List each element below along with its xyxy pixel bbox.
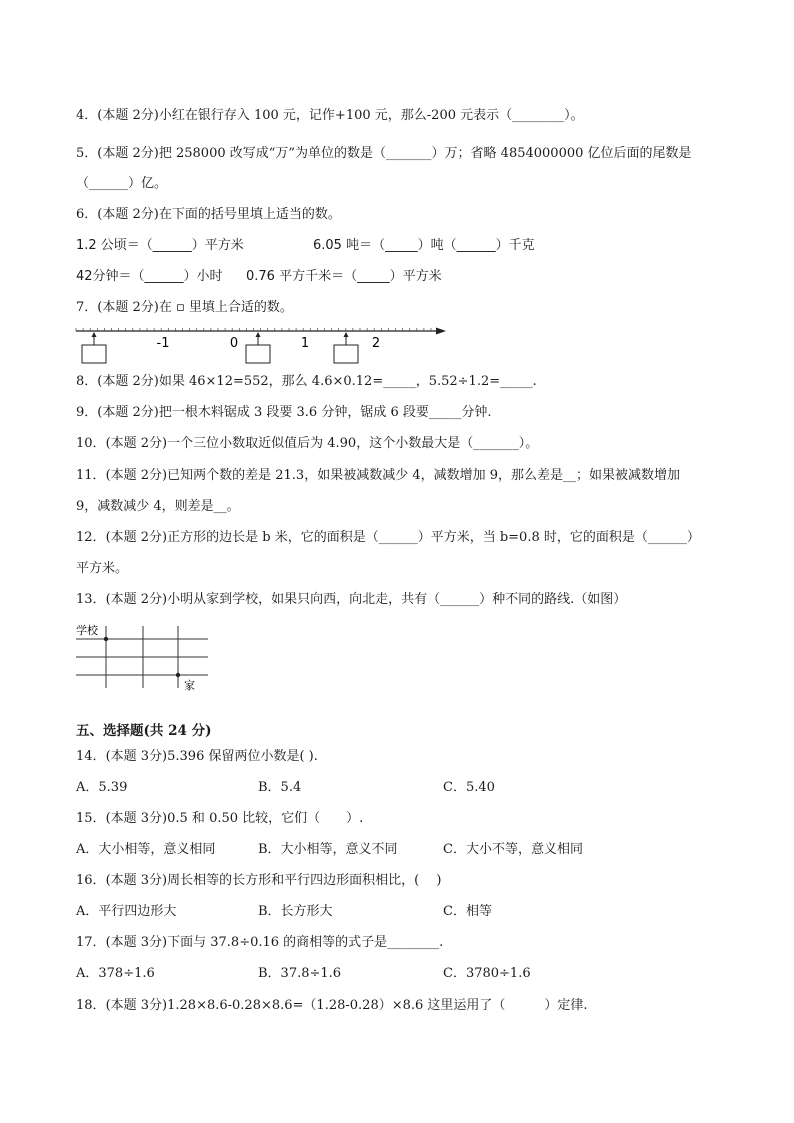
question-number: 6 — [76, 207, 85, 222]
question-14: 14．(本题 3分)5.396 保留两位小数是( ). — [76, 749, 318, 764]
question-score: (本题 2分) — [97, 300, 159, 315]
question-score: (本题 2分) — [97, 207, 159, 222]
question-score: (本题 2分) — [105, 530, 168, 545]
conversion-2b: 0.76 平方千米＝（_____）平方米 — [246, 269, 442, 284]
school-point — [104, 637, 108, 641]
question-5-continued: （______）亿。 — [76, 176, 168, 191]
question-text: 已知两个数的差是 21.3，如果被减数减少 4，减数增加 9，那么差是__；如果被减数增加 — [167, 468, 681, 483]
question-text: 小明从家到学校，如果只向西，向北走，共有（______）种不同的路线.（如图） — [167, 592, 627, 607]
question-5: 5．(本题 2分)把 258000 改写成“万”为单位的数是（_______）万；省略 4854000000 亿位后面的尾数是 — [76, 146, 692, 161]
question-score: (本题 2分) — [97, 374, 159, 389]
question-text: 下面与 37.8÷0.16 的商相等的式子是________. — [167, 935, 444, 950]
question-text: 在下面的括号里填上适当的数。 — [158, 207, 341, 222]
question-11: 11．(本题 2分)已知两个数的差是 21.3，如果被减数减少 4，减数增加 9，那么差是__；如果被减数增加 — [76, 468, 681, 483]
question-number: 18 — [76, 998, 93, 1013]
question-text: 把一根木料锯成 3 段要 3.6 分钟，锯成 6 段要_____分钟. — [158, 405, 492, 420]
pointer-arrow-1 — [92, 332, 97, 345]
question-text: 小红在银行存入 100 元，记作+100 元，那么-200 元表示（________）。 — [158, 108, 584, 123]
question-8: 8．(本题 2分)如果 46×12=552，那么 4.6×0.12=_____，5.52÷1.2=_____. — [76, 374, 537, 389]
question-number: 16 — [76, 873, 93, 888]
question-score: (本题 2分) — [105, 592, 168, 607]
option-c[interactable]: C．5.40 — [443, 780, 495, 795]
question-12: 12．(本题 2分)正方形的边长是 b 米，它的面积是（______）平方米，当 b=0.8 时，它的面积是（______） — [76, 530, 700, 545]
number-line-figure — [74, 321, 454, 367]
question-number: 9 — [76, 405, 85, 420]
question-text: 把 258000 改写成“万”为单位的数是（_______）万；省略 4854000000 亿位后面的尾数是 — [158, 146, 692, 161]
question-number: 14 — [76, 749, 93, 764]
question-number: 4 — [76, 108, 85, 123]
option-b[interactable]: B．长方形大 — [258, 904, 333, 919]
question-score: (本题 3分) — [105, 811, 168, 826]
question-9: 9．(本题 2分)把一根木料锯成 3 段要 3.6 分钟，锯成 6 段要_____分钟. — [76, 405, 492, 420]
question-score: (本题 3分) — [105, 998, 168, 1013]
option-b[interactable]: B．大小相等，意义不同 — [258, 842, 398, 857]
question-score: (本题 2分) — [105, 468, 168, 483]
option-a[interactable]: A．378÷1.6 — [76, 966, 155, 981]
question-number: 11 — [76, 468, 93, 483]
option-a[interactable]: A．大小相等，意义相同 — [76, 842, 216, 857]
home-point — [176, 673, 180, 677]
question-16: 16．(本题 3分)周长相等的长方形和平行四边形面积相比，( ) — [76, 873, 442, 888]
question-text: 在 ▫ 里填上合适的数。 — [158, 300, 293, 315]
answer-box-1[interactable] — [82, 345, 106, 363]
question-7: 7．(本题 2分)在 ▫ 里填上合适的数。 — [76, 300, 293, 315]
question-score: (本题 2分) — [105, 436, 168, 451]
question-text: 1.28×8.6-0.28×8.6=（1.28-0.28）×8.6 这里运用了（ ）定律. — [167, 998, 588, 1013]
question-text: 一个三位小数取近似值后为 4.90，这个小数最大是（_______）。 — [167, 436, 539, 451]
question-13: 13．(本题 2分)小明从家到学校，如果只向西，向北走，共有（______）种不同的路线.（如图） — [76, 592, 627, 607]
option-c[interactable]: C．大小不等，意义相同 — [443, 842, 583, 857]
question-6: 6．(本题 2分)在下面的括号里填上适当的数。 — [76, 207, 341, 222]
option-b[interactable]: B．37.8÷1.6 — [258, 966, 342, 981]
question-number: 15 — [76, 811, 93, 826]
question-4: 4．(本题 2分)小红在银行存入 100 元，记作+100 元，那么-200 元表示（________）。 — [76, 108, 584, 123]
tick-label-minus-1: -1 — [156, 336, 170, 351]
home-label: 家 — [184, 679, 195, 692]
question-text: 正方形的边长是 b 米，它的面积是（______）平方米，当 b=0.8 时，它的面积是（______） — [167, 530, 700, 545]
school-label: 学校 — [76, 624, 98, 637]
question-10: 10．(本题 2分)一个三位小数取近似值后为 4.90，这个小数最大是（_______）。 — [76, 436, 539, 451]
option-a[interactable]: A．平行四边形大 — [76, 904, 177, 919]
conversion-1a: 1.2 公顷＝（______）平方米 — [76, 238, 244, 253]
tick-label-1: 1 — [300, 336, 310, 351]
question-number: 5 — [76, 146, 85, 161]
conversion-1b: 6.05 吨＝（_____）吨（______）千克 — [313, 238, 535, 253]
question-number: 7 — [76, 300, 85, 315]
number-line-arrowhead — [436, 328, 446, 335]
question-number: 17 — [76, 935, 93, 950]
pointer-arrow-2 — [256, 332, 261, 345]
pointer-arrow-3 — [344, 332, 349, 345]
question-score: (本题 3分) — [105, 873, 168, 888]
question-12-continued: 平方米。 — [76, 561, 129, 576]
tick-label-0: 0 — [229, 336, 239, 351]
question-number: 10 — [76, 436, 93, 451]
question-11-continued: 9，减数减少 4，则差是__。 — [76, 499, 240, 514]
option-b[interactable]: B．5.4 — [258, 780, 302, 795]
question-score: (本题 2分) — [97, 405, 159, 420]
question-text: 0.5 和 0.50 比较，它们（ ）. — [167, 811, 364, 826]
question-text: 5.396 保留两位小数是( ). — [167, 749, 318, 764]
question-score: (本题 3分) — [105, 749, 168, 764]
answer-box-3[interactable] — [334, 345, 358, 363]
tick-label-2: 2 — [371, 336, 381, 351]
option-a[interactable]: A．5.39 — [76, 780, 128, 795]
question-score: (本题 2分) — [97, 146, 159, 161]
question-score: (本题 3分) — [105, 935, 168, 950]
question-number: 13 — [76, 592, 93, 607]
answer-box-2[interactable] — [246, 345, 270, 363]
question-text: 周长相等的长方形和平行四边形面积相比，( ) — [167, 873, 442, 888]
question-17: 17．(本题 3分)下面与 37.8÷0.16 的商相等的式子是________. — [76, 935, 444, 950]
option-c[interactable]: C．3780÷1.6 — [443, 966, 531, 981]
question-18: 18．(本题 3分)1.28×8.6-0.28×8.6=（1.28-0.28）×8.6 这里运用了（ ）定律. — [76, 998, 588, 1013]
section-title: 五、选择题(共 24 分) — [76, 723, 212, 739]
option-c[interactable]: C．相等 — [443, 904, 492, 919]
question-score: (本题 2分) — [97, 108, 159, 123]
question-number: 8 — [76, 374, 85, 389]
route-grid-figure — [74, 622, 214, 694]
conversion-2a: 42分钟＝（______）小时 — [76, 269, 223, 284]
question-number: 12 — [76, 530, 93, 545]
question-15: 15．(本题 3分)0.5 和 0.50 比较，它们（ ）. — [76, 811, 364, 826]
question-text: 如果 46×12=552，那么 4.6×0.12=_____，5.52÷1.2=_____. — [158, 374, 537, 389]
